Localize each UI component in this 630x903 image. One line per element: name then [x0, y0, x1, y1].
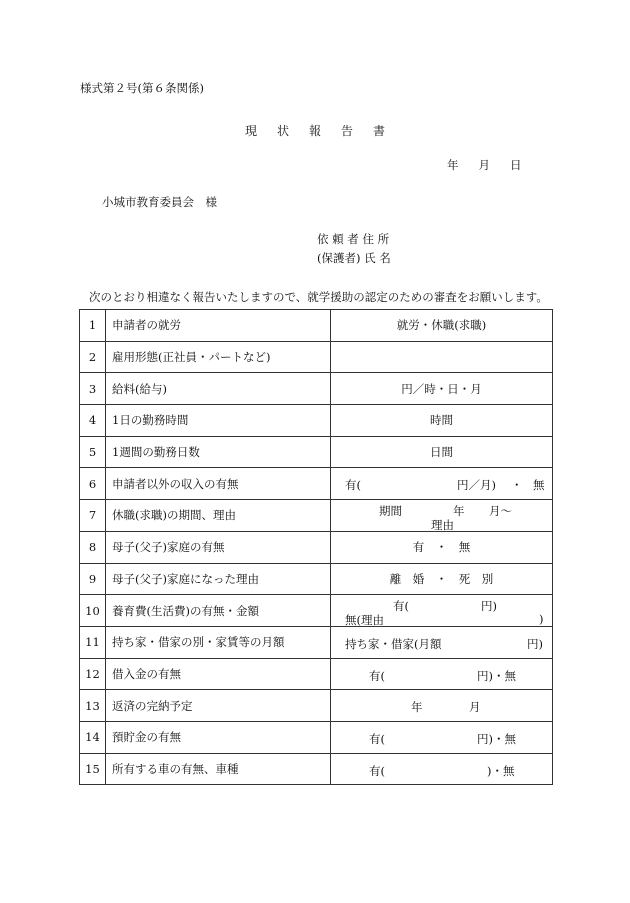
value-part: 持ち家・借家(月額 [345, 636, 442, 651]
value-part: 年 [453, 504, 465, 519]
row-value[interactable]: 就労・休職(求職) [331, 310, 553, 342]
value-part: 円) [481, 599, 497, 614]
table-row [80, 658, 553, 690]
table-row [80, 563, 553, 595]
value-part: )・無 [487, 763, 515, 778]
table-row [80, 531, 553, 563]
row-value[interactable] [331, 690, 553, 722]
row-value[interactable] [331, 468, 553, 500]
row-value[interactable] [331, 341, 553, 373]
table-row [80, 341, 553, 373]
date-month-label: 月 [478, 158, 490, 172]
row-item: 雇用形態(正社員・パートなど) [106, 341, 331, 373]
row-item: 持ち家・借家の別・家賃等の月額 [106, 626, 331, 658]
table-row [80, 595, 553, 627]
row-item: 預貯金の有無 [106, 721, 331, 753]
addressee: 小城市教育委員会 様 [102, 195, 217, 209]
row-number: 6 [80, 468, 106, 500]
row-number: 9 [80, 563, 106, 595]
table-row [80, 690, 553, 722]
row-item: 申請者の就労 [106, 310, 331, 342]
value-part: 理由 [431, 518, 454, 533]
row-item: 給料(給与) [106, 373, 331, 405]
row-value[interactable] [331, 721, 553, 753]
value-part: 有( [345, 478, 361, 493]
table-row [80, 373, 553, 405]
row-value[interactable]: 時間 [331, 405, 553, 437]
row-number: 4 [80, 405, 106, 437]
value-part: 円／月) [457, 478, 496, 493]
row-number: 13 [80, 690, 106, 722]
table-row [80, 436, 553, 468]
row-number: 14 [80, 721, 106, 753]
value-part: 有( [369, 668, 385, 683]
row-item: 養育費(生活費)の有無・金額 [106, 595, 331, 627]
row-value[interactable]: 有 ・ 無 [331, 531, 553, 563]
value-part: 円)・無 [477, 668, 516, 683]
row-item: 返済の完納予定 [106, 690, 331, 722]
row-number: 5 [80, 436, 106, 468]
row-item: 母子(父子)家庭になった理由 [106, 563, 331, 595]
date-day-label: 日 [510, 158, 522, 172]
value-part: ) [539, 612, 544, 627]
row-number: 3 [80, 373, 106, 405]
table-row [80, 721, 553, 753]
value-part: 月～ [489, 504, 512, 519]
row-number: 10 [80, 595, 106, 627]
date-line [447, 157, 542, 173]
title-char: 状 [276, 124, 289, 138]
form-number: 様式第２号(第６条関係) [80, 81, 204, 95]
intro-text: 次のとおり相違なく報告いたしますので、就学援助の認定のための審査をお願いします。 [89, 290, 548, 304]
table-row [80, 626, 553, 658]
row-item: 申請者以外の収入の有無 [106, 468, 331, 500]
row-item: 1週間の勤務日数 [106, 436, 331, 468]
value-part: 有( [369, 731, 385, 746]
row-number: 1 [80, 310, 106, 342]
row-item: 借入金の有無 [106, 658, 331, 690]
table-row [80, 468, 553, 500]
title-char: 報 [308, 124, 321, 138]
value-part: 有( [369, 763, 385, 778]
row-number: 15 [80, 753, 106, 785]
row-value[interactable] [331, 500, 553, 532]
value-part: 有( [393, 599, 409, 614]
value-part: 月 [469, 700, 481, 715]
row-value[interactable] [331, 626, 553, 658]
title-char: 告 [341, 124, 354, 138]
table-row [80, 753, 553, 785]
report-table [79, 309, 553, 785]
value-part: 円) [527, 636, 543, 651]
row-number: 11 [80, 626, 106, 658]
row-value[interactable] [331, 595, 553, 627]
requester-address-label: 依 頼 者 住 所 [317, 232, 390, 246]
title-char: 書 [373, 124, 386, 138]
title-char: 現 [244, 124, 257, 138]
row-item: 休職(求職)の期間、理由 [106, 500, 331, 532]
row-number: 8 [80, 531, 106, 563]
requester-name-label: (保護者) 氏 名 [317, 251, 391, 265]
row-item: 所有する車の有無、車種 [106, 753, 331, 785]
date-year-label: 年 [447, 158, 459, 172]
row-value[interactable]: 円／時・日・月 [331, 373, 553, 405]
row-value[interactable] [331, 753, 553, 785]
table-row [80, 405, 553, 437]
value-part: 無 [533, 478, 545, 493]
value-part: 期間 [379, 504, 402, 519]
row-value[interactable] [331, 658, 553, 690]
table-row [80, 500, 553, 532]
row-number: 2 [80, 341, 106, 373]
row-value[interactable]: 離 婚 ・ 死 別 [331, 563, 553, 595]
page-title [0, 122, 630, 139]
row-number: 7 [80, 500, 106, 532]
row-item: 母子(父子)家庭の有無 [106, 531, 331, 563]
value-part: 円)・無 [477, 731, 516, 746]
value-part: ・ [511, 478, 523, 493]
row-item: 1日の勤務時間 [106, 405, 331, 437]
value-part: 年 [411, 700, 423, 715]
row-value[interactable]: 日間 [331, 436, 553, 468]
row-number: 12 [80, 658, 106, 690]
table-row [80, 310, 553, 342]
value-part: 無(理由 [345, 613, 384, 628]
